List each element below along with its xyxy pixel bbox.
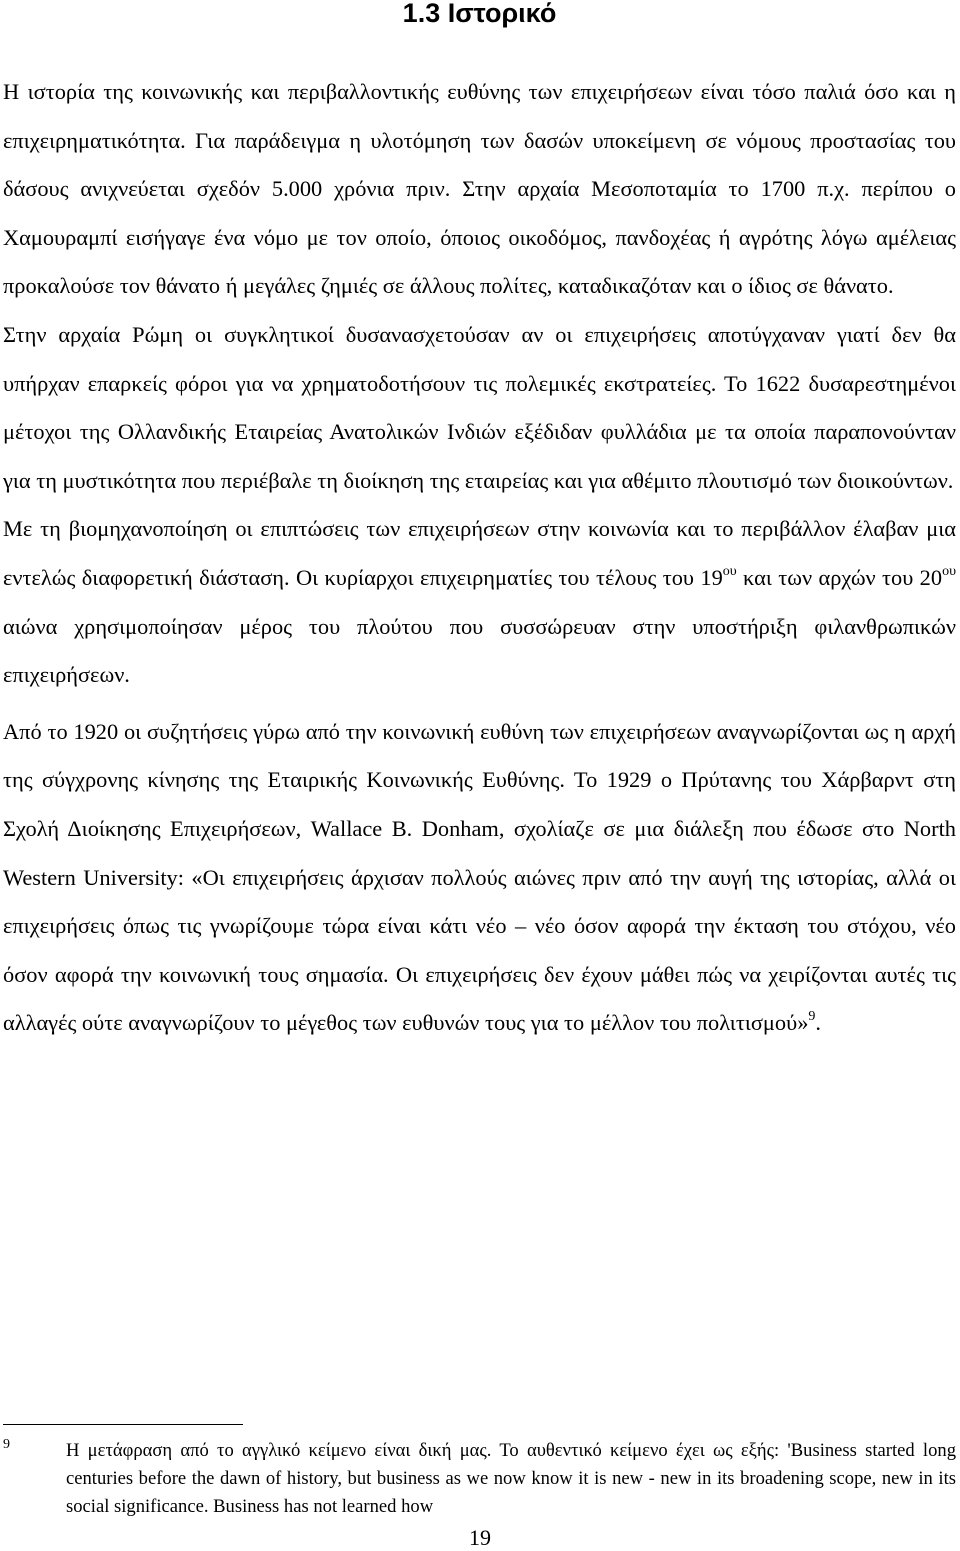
document-body — [3, 68, 956, 1048]
paragraph-text: Στην αρχαία Ρώμη οι συγκλητικοί δυσανασχετούσαν αν οι επιχειρήσεις αποτύγχαναν γιατί δεν θα υπήρχαν επαρκείς φόροι για να χρηματοδοτήσουν τις πολεμικές εκστρατείες. — [3, 321, 956, 396]
superscript: ου — [942, 563, 956, 579]
paragraph-text: Οι κυρίαρχοι επιχειρηματίες του τέλους του 19 — [295, 564, 723, 590]
paragraph-text: αιώνα χρησιμοποίησαν μέρος του πλούτου που συσσώρευαν στην υποστήριξη φιλανθρωπικών επιχειρήσεων. — [3, 613, 956, 688]
paragraph-text: Από το 1920 οι συζητήσεις γύρω από την κοινωνική ευθύνη των επιχειρήσεων αναγνωρίζονται ως η αρχή της σύγχρονης κίνησης της Εταιρικής Κοινωνικής Ευθύνης. Το 1929 ο Πρύτανης του Χάρβαρντ στη Σχολή Διοίκησης Επιχειρήσεων, Wallace B. Donham, σχολίαζε σε μια διάλεξη που έδωσε στο North Western University: «Οι επιχειρήσεις άρχισαν πολλούς αιώνες πριν από την αυγή της ιστορίας, αλλά οι επιχειρήσεις όπως τις γνωρίζουμε τώρα είναι κάτι νέο – νέο όσον αφορά την έκταση του στόχου, νέο όσον αφορά την κοινωνική τους σημασία. Οι επιχειρήσεις δεν έχουν μάθει πώς να χειρίζονται αυτές τις αλλαγές ούτε αναγνωρίζουν το μέγεθος των ευθυνών τους για το μέλλον του πολιτισμού» — [3, 718, 956, 1036]
paragraph-industrialization — [3, 505, 956, 699]
paragraph-rome — [3, 311, 956, 505]
page-number: 19 — [469, 1525, 491, 1550]
paragraph-text: Με τη βιομηχανοποίηση οι επιπτώσεις των επιχειρήσεων στην κοινωνία και το περιβάλλον έλαβαν μια εντελώς διαφορετική διάσταση. — [3, 516, 956, 590]
superscript: ου — [722, 563, 737, 579]
paragraph-text: Η ιστορία της κοινωνικής και περιβαλλοντικής ευθύνης των επιχειρήσεων είναι τόσο παλιά όσο και η επιχειρηματικότητα. Για παράδειγμα η υλοτόμηση των δασών υποκείμενη σε νόμους προστασίας του δάσους ανιχνεύεται σχεδόν 5.000 χρόνια πριν. — [3, 79, 956, 202]
paragraph-history-intro — [3, 68, 956, 311]
footnote-mark: 9 — [3, 1437, 10, 1452]
paragraph-text: Στην αρχαία Μεσοποταμία το 1700 π.χ. περίπου ο Χαμουραμπί εισήγαγε ένα νόμο με τον οποίο, όποιος οικοδόμος, πανδοχέας ή αγρότης λόγω αμέλειας προκαλούσε τον θάνατο ή μεγάλες ζημιές σε άλλους πολίτες, καταδικαζόταν και ο ίδιος σε θάνατο. — [3, 176, 956, 299]
paragraph-text: . — [815, 1010, 822, 1036]
footnote-reference[interactable]: 9 — [808, 1009, 816, 1025]
footnote-text: Η μετάφραση από το αγγλικό κείμενο είναι δική μας. Το αυθεντικό κείμενο έχει ως εξής: 'Business started long centuries before the dawn of history, but business as we now know it is new - new in its broadening scope, new in its social significance. Business has not learned how — [66, 1440, 956, 1517]
section-heading: 1.3 Ιστορικό — [402, 0, 557, 28]
paragraph-csr-1920 — [3, 708, 956, 1048]
paragraph-text: και των αρχών του 20 — [736, 564, 943, 590]
paragraph-text: Το 1622 δυσαρεστημένοι μέτοχοι της Ολλανδικής Εταιρείας Ανατολικών Ινδιών εξέδιδαν φυλλάδια με τα οποία παραπονούνταν για τη μυστικότητα που περιέβαλε τη διοίκηση της εταιρείας και για αθέμιτο πλουτισμό των διοικούντων. — [3, 370, 956, 493]
footnote-separator — [3, 1424, 243, 1425]
footnote — [3, 1437, 956, 1521]
